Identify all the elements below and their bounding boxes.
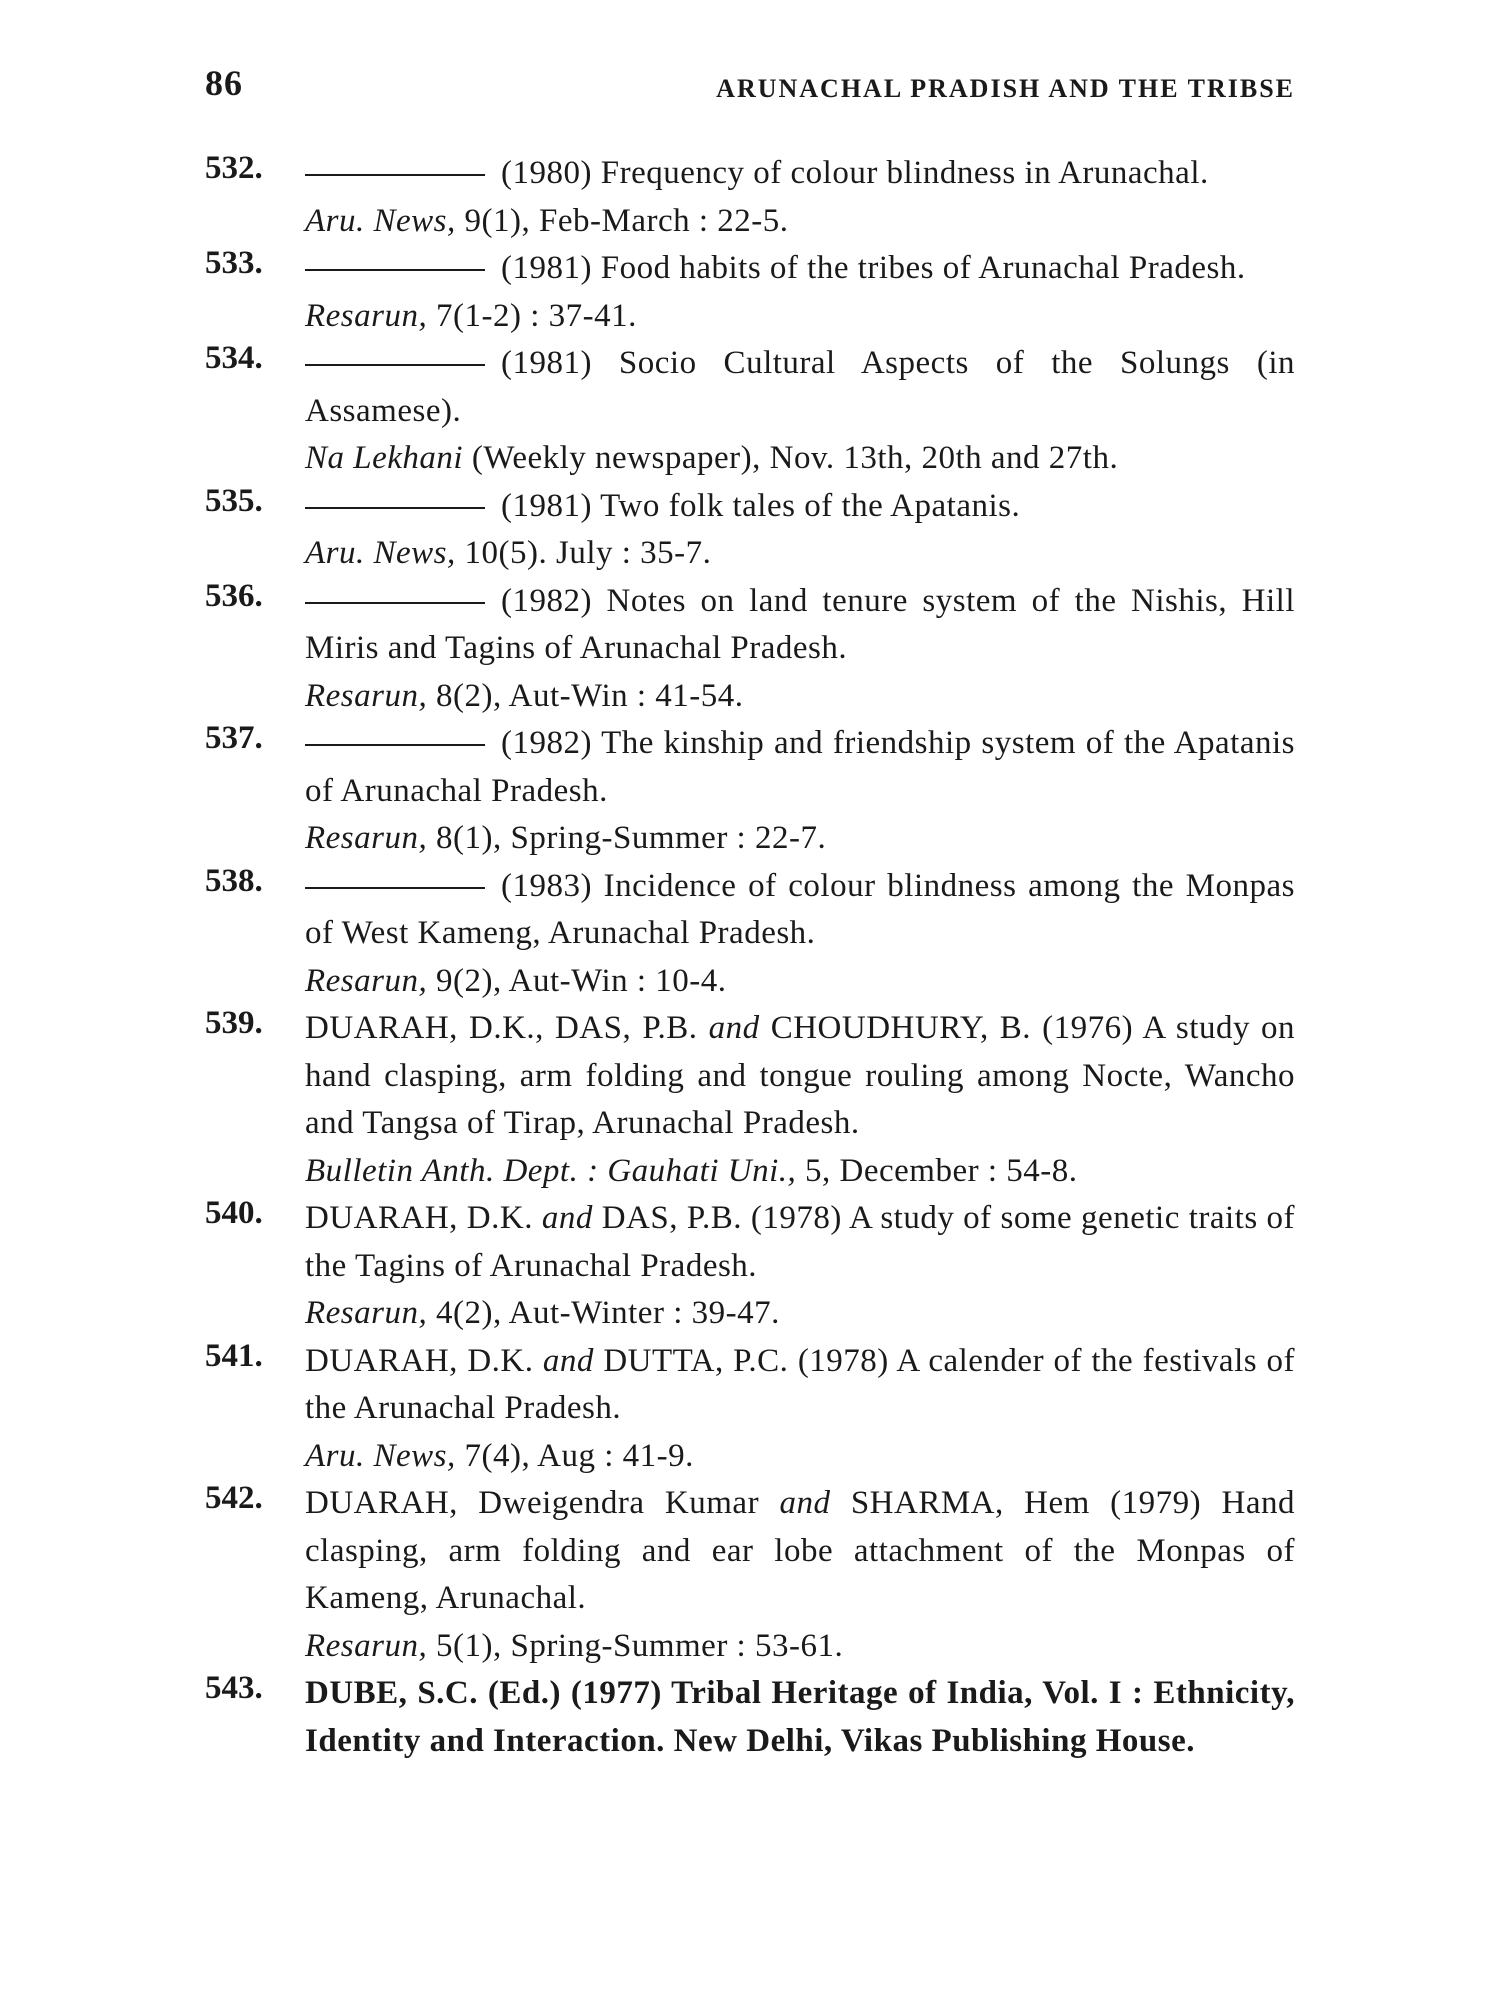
entry-citation [305,578,1295,673]
ditto-dash [305,602,485,604]
bibliography-entry [205,245,1295,340]
source-details: (Weekly newspaper), Nov. 13th, 20th and 27th. [471,440,1119,476]
entry-citation [305,1480,1295,1623]
entry-citation [305,863,1295,958]
journal-name: Resarun, [305,820,428,856]
author-names: DUARAH, Dweigendra Kumar [305,1485,760,1521]
bibliography-entry [205,1195,1295,1338]
author-names: DAS, P.B. [601,1200,743,1236]
entry-number: 539. [205,1005,263,1041]
author-names: DUARAH, D.K. [305,1342,534,1379]
citation-text: (1979) Hand clasping, arm folding and ear lobe attachment of the Monpas of Kameng, Arunachal. [305,1485,1295,1616]
ditto-dash [305,507,485,509]
citation-text: (1982) Notes on land tenure system of the Nishis, Hill Miris and Tagins of Arunachal Pradesh. [305,582,1295,666]
ditto-dash [305,887,485,889]
journal-name: Aru. News, [305,535,456,571]
running-head: ARUNACHAL PRADISH AND THE TRIBSE [716,74,1295,103]
source-details: 4(2), Aut-Winter : 39-47. [436,1295,780,1331]
source-details: 5(1), Spring-Summer : 53-61. [436,1627,844,1664]
entry-source [305,815,1295,863]
entry-source [305,1433,1295,1481]
author-conjunction: and [542,1342,594,1379]
bibliography-entry [205,1480,1295,1670]
entry-source [305,673,1295,721]
bibliography-list [205,150,1295,1765]
citation-text: (1978) A study of some genetic traits of the Tagins of Arunachal Pradesh. [305,1200,1296,1284]
source-details: 8(1), Spring-Summer : 22-7. [436,820,827,856]
entry-source [305,435,1295,483]
author-names: SHARMA, Hem [850,1485,1090,1521]
citation-text: (1976) A study on hand clasping, arm folding and tongue rouling among Nocte, Wancho and Tangsa of Tirap, Arunachal Pradesh. [305,1010,1296,1141]
source-details: 9(2), Aut-Win : 10-4. [436,962,727,999]
entry-number: 541. [205,1337,263,1374]
entry-number: 543. [205,1670,263,1706]
author-conjunction: and [779,1485,831,1521]
journal-name: Aru. News, [305,1437,456,1474]
journal-name: Aru. News, [305,202,456,239]
entry-source [305,293,1295,341]
entry-citation [305,1195,1295,1290]
bibliography-entry [205,1338,1295,1481]
entry-source [305,1290,1295,1338]
author-names: DUARAH, D.K., DAS, P.B. [305,1010,698,1046]
entry-source [305,198,1295,246]
entry-citation [305,340,1295,435]
entry-number: 542. [205,1480,263,1516]
journal-name: Resarun, [305,962,428,999]
entry-citation [305,245,1295,293]
journal-name: Bulletin Anth. Dept. : Gauhati Uni., [305,1152,797,1189]
source-details: 9(1), Feb-March : 22-5. [464,202,789,239]
bibliography-entry [205,1005,1295,1195]
citation-text: (1981) Socio Cultural Aspects of the Solungs (in Assamese). [305,345,1295,429]
bibliography-entry [205,863,1295,1006]
entry-citation [305,1005,1295,1148]
bibliography-entry [205,483,1295,578]
entry-citation [305,720,1295,815]
entry-number: 540. [205,1195,263,1231]
entry-number: 535. [205,482,263,519]
citation-text: (1982) The kinship and friendship system of the Apatanis of Arunachal Pradesh. [305,725,1295,809]
author-names: DUBE, S.C. (Ed.) [305,1675,561,1711]
author-names: DUTTA, P.C. [603,1342,789,1379]
journal-name: Resarun, [305,297,428,334]
entry-source [305,1623,1295,1671]
journal-name: Resarun, [305,1627,428,1664]
entry-source [305,530,1295,578]
citation-text: (1981) Food habits of the tribes of Arunachal Pradesh. [501,250,1246,286]
ditto-dash [305,269,485,271]
entry-number: 537. [205,720,263,756]
author-conjunction: and [708,1010,760,1046]
source-details: 7(1-2) : 37-41. [436,297,637,334]
page-number: 86 [205,63,243,103]
bibliography-entry [205,720,1295,863]
ditto-dash [305,364,485,366]
author-names: CHOUDHURY, B. [770,1010,1032,1046]
citation-text: (1977) Tribal Heritage of India, Vol. I : Ethnicity, Identity and Interaction. New Delhi, Vikas Publishing House. [305,1675,1296,1759]
author-names: DUARAH, D.K. [305,1200,533,1236]
entry-source [305,958,1295,1006]
ditto-dash [305,174,485,176]
journal-name: Resarun, [305,677,428,714]
author-conjunction: and [541,1200,593,1236]
entry-number: 532. [205,150,263,186]
entry-source [305,1148,1295,1196]
entry-citation [305,1338,1295,1433]
source-details: 10(5). July : 35-7. [464,535,712,571]
citation-text: (1983) Incidence of colour blindness among the Monpas of West Kameng, Arunachal Pradesh. [305,867,1295,951]
journal-name: Na Lekhani [305,440,464,476]
bibliography-entry [205,1670,1295,1765]
entry-citation [305,1670,1295,1765]
citation-text: (1980) Frequency of colour blindness in Arunachal. [501,155,1209,191]
source-details: 8(2), Aut-Win : 41-54. [436,677,744,714]
bibliography-entry [205,340,1295,483]
source-details: 5, December : 54-8. [805,1152,1078,1189]
entry-number: 534. [205,340,263,376]
bibliography-entry [205,150,1295,245]
entry-number: 536. [205,577,263,614]
entry-citation [305,483,1295,531]
journal-name: Resarun, [305,1295,428,1331]
source-details: 7(4), Aug : 41-9. [464,1437,694,1474]
page-header [205,62,1295,112]
citation-text: (1978) A calender of the festivals of the Arunachal Pradesh. [305,1342,1295,1426]
entry-number: 538. [205,862,263,899]
entry-number: 533. [205,245,263,281]
ditto-dash [305,744,485,746]
citation-text: (1981) Two folk tales of the Apatanis. [501,487,1021,524]
bibliography-entry [205,578,1295,721]
entry-citation [305,150,1295,198]
